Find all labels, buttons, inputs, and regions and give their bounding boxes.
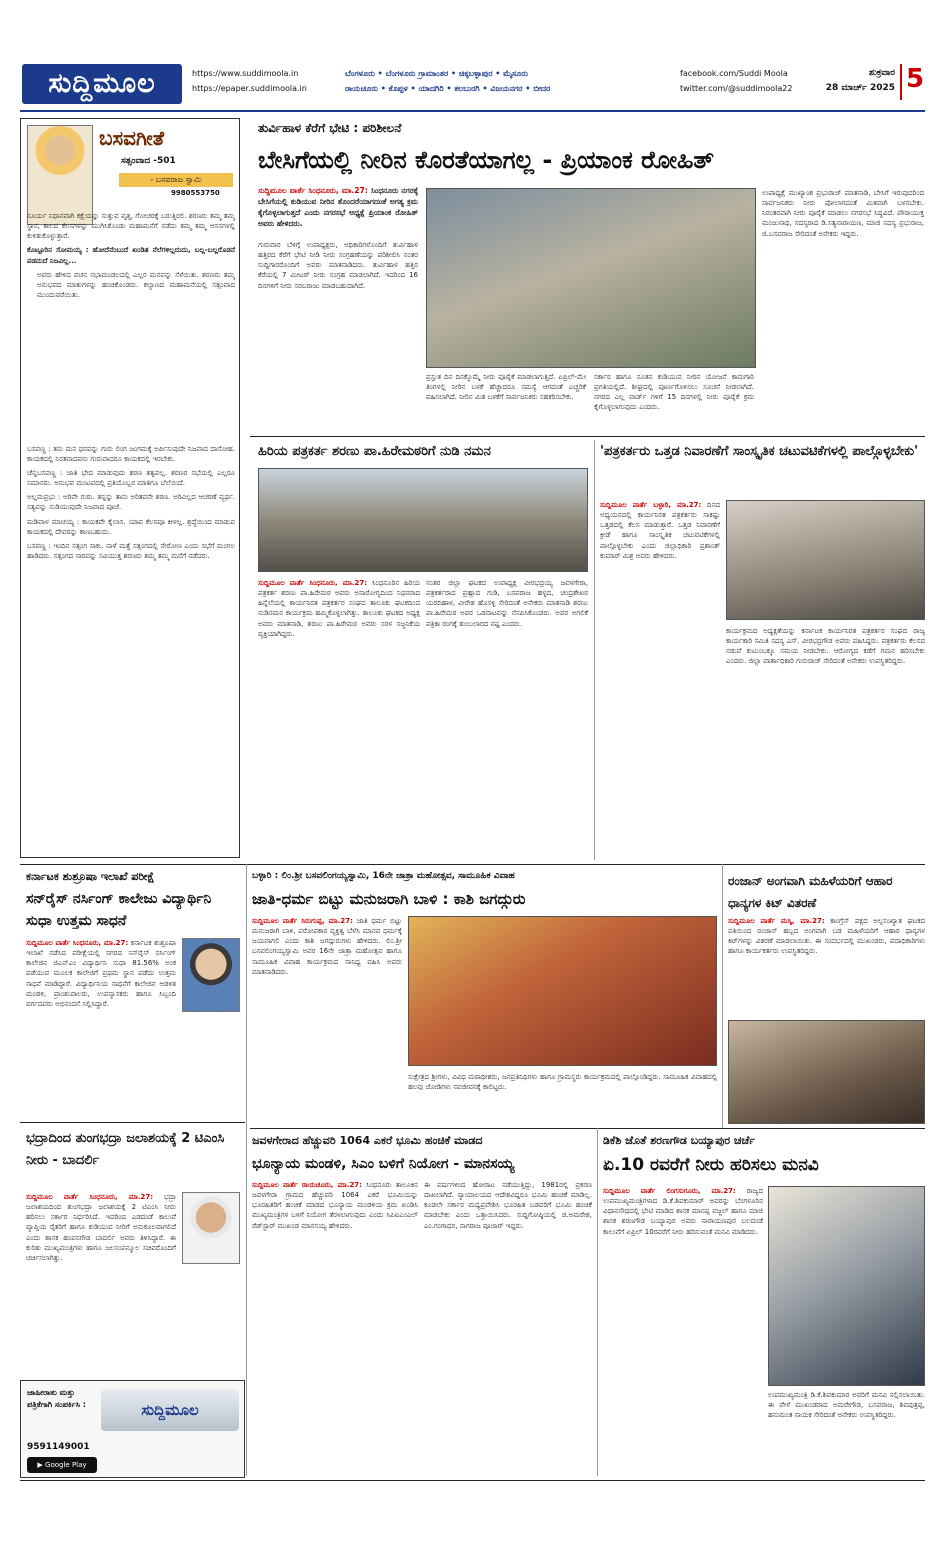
dateline: ಸುದ್ದಿಮೂಲ ವಾರ್ತೆ ರಾಯಚೂರು, ಮಾ.27: bbox=[252, 1181, 362, 1189]
store-label: Google Play bbox=[45, 1461, 87, 1469]
city: ಕಲಬುರಗಿ bbox=[454, 84, 480, 93]
play-icon: ▶ bbox=[37, 1461, 43, 1469]
paragraph: ಸೂರ್ಯ ನಿಧಾನವಾಗಿ ಕಕ್ಷೆಯನ್ನು ಸುತ್ತುವ ವೃತ್ತ, ಗೋಚರಕ್ಕೆ ಬರುತ್ತಿರಲಿ. ಶರಣರು ತಮ್ಮ ತಮ್ಮ ಸ್ಥಾನ, ಕಾಲದ ಕೆಲಸಗಳನ್ನು ಮುಗಿಸಿಕೊಂಡು ಮಹಾಮನೆಗೆ ನಡೆದು ತಮ್ಮ ತಮ್ಮ ಆಸನಗಳಲ್ಲಿ ಕುಳಿತುಕೊಳ್ಳುತ್ತಾರೆ. bbox=[27, 212, 235, 241]
social-links bbox=[680, 66, 820, 96]
phone: 9980553750 bbox=[171, 189, 220, 197]
story9-body-col2: ಉಪಮುಖ್ಯಮಂತ್ರಿ ಡಿ.ಕೆ.ಶಿವಕುಮಾರ ಅವರಿಗೆ ಮನವಿ ಸಲ್ಲಿಸಲಾಯಿತು. ಈ ವೇಳೆ ಮುಖಂಡರಾದ ಅಮರೇಗೌಡ, ಬಸವರಾಜ, ಶಿವಪುತ್ರಪ್ಪ, ಹನುಮಂತ ನಾಯಕ ಸೇರಿದಂತೆ ಅನೇಕರು ಉಪಸ್ಥಿತರಿದ್ದರು. bbox=[768, 1391, 925, 1420]
rule bbox=[20, 1122, 245, 1123]
column-body bbox=[27, 211, 235, 853]
rule bbox=[20, 1480, 925, 1481]
story3-headline: 'ಪತ್ರಕರ್ತರು ಒತ್ತಡ ನಿವಾರಣೆಗೆ ಸಾಂಸ್ಕೃತಿಕ ಚಟುವಟಿಕೆಗಳಲ್ಲಿ ಪಾಲ್ಗೊಳ್ಳಬೇಕು' bbox=[600, 444, 919, 459]
basavageete-box bbox=[20, 118, 240, 858]
story8-kicker: ಜವಳಗೇರಾದ ಹೆಚ್ಚುವರಿ 1064 ಎಕರೆ ಭೂಮಿ ಹಂಚಿಕೆ ಮಾಡದ bbox=[252, 1134, 483, 1147]
dateline: ಸುದ್ದಿಮೂಲ ವಾರ್ತೆ ಸಿಂಧನೂರು, ಮಾ.27: bbox=[258, 579, 368, 587]
city: ಬೀದರ bbox=[533, 84, 551, 93]
lake-visit-photo bbox=[426, 188, 756, 368]
story5-headline: ಜಾತಿ-ಧರ್ಮ ಬಿಟ್ಟು ಮನುಜರಾಗಿ ಬಾಳಿ : ಕಾಶಿ ಜಗದ್ಗುರು bbox=[252, 890, 526, 908]
epaper-link[interactable]: https://epaper.suddimoola.in bbox=[192, 84, 307, 93]
dateline: ಸುದ್ದಿಮೂಲ ವಾರ್ತೆ ಸಿಂಧನೂರು, ಮಾ.27: bbox=[26, 939, 129, 947]
google-play-badge[interactable] bbox=[27, 1457, 97, 1473]
lead-body-col3: ಸರ್ಕಾರ ಹಾಗೂ ನೂತನ ಕುಡಿಯುವ ನೀರಿನ ಯೋಜನೆ ಕಾಮಗಾರಿ ಪ್ರಗತಿಯಲ್ಲಿದೆ. ಶೀಘ್ರದಲ್ಲಿ ಪೂರ್ಣಗೊಳಿಸಲು ಸೂಚನೆ ನೀಡಲಾಗಿದೆ. ನಗರದ ಎಲ್ಲ ವಾರ್ಡ್ ಗಳಿಗೆ 15 ದಿನಗಳಲ್ಲಿ ನೀರು ಪೂರೈಕೆ ಕ್ರಮ ಕೈಗೊಳ್ಳಲಾಗುವುದು ಎಂದರು. bbox=[594, 373, 754, 412]
story9-headline: ಏ.10 ರವರೆಗೆ ನೀರು ಹರಿಸಲು ಮನವಿ bbox=[603, 1155, 819, 1175]
paragraph: ಅಲ್ಲಮಪ್ರಭು : ಅರಿವೇ ಗುರು. ತನ್ನನ್ನು ತಾನು ಅರಿತವನೇ ಶರಣ. ಅರಿವಿಲ್ಲದ ಆಚರಣೆ ವ್ಯರ್ಥ. ಸತ್ಯವನ್ನು ನುಡಿಯುವುದೇ ನಿಜವಾದ ಪೂಜೆ. bbox=[27, 493, 235, 512]
city: ಚಿಕ್ಕಬಳ್ಳಾಪುರ bbox=[458, 69, 493, 78]
rule bbox=[20, 864, 925, 865]
saint-illustration bbox=[27, 125, 93, 225]
date-label: 28 ಮಾರ್ಚ್ 2025 bbox=[825, 83, 895, 93]
rule bbox=[250, 1128, 925, 1129]
story8-headline: ಭೂನ್ಯಾಯ ಮಂಡಳಿ, ಸಿಎಂ ಬಳಿಗೆ ನಿಯೋಗ - ಮಾನಸಯ್ಯ bbox=[252, 1156, 515, 1172]
ad-newspaper-logo: ಸುದ್ದಿಮೂಲ bbox=[101, 1389, 239, 1431]
column-subtitle: ಸತ್ಸಂವಾದ -501 bbox=[121, 156, 176, 166]
twitter-link[interactable]: twitter.com/@suddimoola22 bbox=[680, 84, 793, 93]
body-text: ದಿನದ ಅಧ್ಯಯನದಲ್ಲಿ ಕಾರ್ಯನಿರತ ಪತ್ರಕರ್ತರು ಸಾಕಷ್ಟು ಒತ್ತಡದಲ್ಲಿ ಕೆಲಸ ಮಾಡುತ್ತಾರೆ. ಒತ್ತಡ ನಿವಾರಣೆಗೆ ಕ್ರೀಡೆ ಹಾಗೂ ಸಾಂಸ್ಕೃತಿಕ ಚಟುವಟಿಕೆಗಳಲ್ಲಿ ಪಾಲ್ಗೊಳ್ಳಬೇಕು ಎಂದು ಜಿಲ್ಲಾಧಿಕಾರಿ ಪ್ರಶಾಂತ್ ಕುಮಾರ್ ಮಿಶ್ರ ಅವರು ಹೇಳಿದರು. bbox=[600, 501, 720, 560]
story8-body-col2: ಈ ವರ್ಷಗಳಿಂದ ಹೋರಾಟ ನಡೆಯುತ್ತಿದ್ದು, 1981ರಲ್ಲಿ ಪ್ರಕರಣ ದಾಖಲಾಗಿದೆ. ನ್ಯಾಯಾಲಯದ ಆದೇಶವಿದ್ದರೂ ಭೂಮಿ ಹಂಚಿಕೆ ಮಾಡಿಲ್ಲ. ಕೂಡಲೇ ಸರ್ಕಾರ ಮಧ್ಯಪ್ರವೇಶಿಸಿ ಭೂರಹಿತ ಬಡವರಿಗೆ ಭೂಮಿ ಹಂಚಿಕೆ ಮಾಡಬೇಕು ಎಂದು ಒತ್ತಾಯಿಸಿದರು. ಸುದ್ದಿಗೋಷ್ಠಿಯಲ್ಲಿ ಜಿ.ಅಮರೇಶ, ಎಂ.ಗಂಗಾಧರ, ನಾಗರಾಜ ಪೂಜಾರ್ ಇದ್ದರು. bbox=[424, 1181, 592, 1230]
story4-kicker: ಕರ್ನಾಟಕ ಶುಶ್ರೂಷಾ ಇಲಾಖೆ ಪರೀಕ್ಷೆ bbox=[26, 870, 155, 883]
mla-portrait bbox=[182, 1192, 240, 1264]
tribute-photo bbox=[258, 468, 588, 572]
lead-body-col1: ಗುರುವಾರ ಬೆಳಿಗ್ಗೆ ಉಪಾಧ್ಯಕ್ಷರು, ಅಧಿಕಾರಿಗಳೊಂದಿಗೆ ತುರ್ವಿಹಾಳ ಹತ್ತಿರದ ಕೆರೆಗೆ ಭೇಟಿ ನೀಡಿ ನೀರು ಸಂಗ್ರಹಣೆಯನ್ನು ಪರಿಶೀಲಿಸಿ ನಂತರ ಸುದ್ದಿಗಾರರೊಂದಿಗೆ ಅವರು ಮಾತನಾಡಿದರು. ತುರ್ವಿಹಾಳ ಹತ್ತಿರ ಕೆರೆಯಲ್ಲಿ 7 ಮೀಟರ್ ನೀರು ಸಂಗ್ರಹ ಮಾಡಲಾಗಿದೆ. ಇದರಿಂದ 16 ದಿನಗಳಿಗೆ ನೀರು ಸರಬರಾಜು ಮಾಡಬಹುದಾಗಿದೆ. bbox=[258, 241, 418, 290]
story8-body-col1 bbox=[252, 1180, 418, 1476]
lead-lede bbox=[258, 186, 418, 238]
city: ಬೆಂಗಳೂರು ಗ್ರಾಮಾಂತರ bbox=[385, 69, 449, 78]
city: ಬೆಂಗಳೂರು bbox=[345, 69, 375, 78]
body-text: ಜಾತಿ ಧರ್ಮ ಬಿಟ್ಟು ಮನುಜರಾಗಿ ಬಾಳಿ, ಪರೋಪಕಾರ ವ್ಯಕ್ತಿತ್ವ ಬೆಳೆಸಿ ಮಾನವ ಧರ್ಮಕ್ಕೆ ಜಯವಾಗಲಿ ಎಂದು ಕಾಶಿ ಜಗದ್ಗುರುಗಳು ಹೇಳಿದರು. ಲಿಂ.ಶ್ರೀ ಬಸವಲಿಂಗಯ್ಯಸ್ವಾಮಿ ಅವರ 16ನೇ ಜಾತ್ರಾ ಮಹೋತ್ಸವ ಹಾಗೂ ಸಾಮೂಹಿಕ ವಿವಾಹ ಕಾರ್ಯಕ್ರಮದ ಸಾನಿಧ್ಯ ವಹಿಸಿ ಅವರು ಮಾತನಾಡಿದರು. bbox=[252, 917, 402, 976]
city-list: ಬೆಂಗಳೂರು • ಬೆಂಗಳೂರು ಗ್ರಾಮಾಂತರ • ಚಿಕ್ಕಬಳ್ಳಾಪುರ • ಮೈಸೂರು ರಾಯಚೂರು • ಕೊಪ್ಪಳ • ಯಾದಗಿರಿ • ಕಲಬುರಗಿ • ವಿಜಯನಗರ • ಬೀದರ bbox=[345, 69, 551, 93]
story9-kicker: ಡಿಕೆಶಿ ಜೊತೆ ಶರಣಗೌಡ ಬಯ್ಯಾಪುರ ಚರ್ಚೆ bbox=[603, 1134, 756, 1147]
byline: - ಬಸವರಾಜ ಸ್ವಾಮಿ bbox=[119, 173, 233, 187]
city: ರಾಯಚೂರು bbox=[345, 84, 378, 93]
story6-body bbox=[728, 916, 925, 1016]
story2-headline: ಹಿರಿಯ ಪತ್ರಕರ್ತ ಶರಣು ಪಾ.ಹಿರೇಮಠರಿಗೆ ನುಡಿ ನಮನ bbox=[258, 444, 491, 459]
story2-body-col1 bbox=[258, 578, 420, 858]
story3-body-col2: ಕಾರ್ಯಕ್ರಮದ ಅಧ್ಯಕ್ಷತೆಯನ್ನು ಕರ್ನಾಟಕ ಕಾರ್ಯನಿರತ ಪತ್ರಕರ್ತರ ಸಂಘದ ರಾಜ್ಯ ಕಾರ್ಯಕಾರಿ ಸಮಿತಿ ಸದಸ್ಯ ಎಸ್. ವೀರಭದ್ರಗೌಡ ಅವರು ವಹಿಸಿದ್ದರು. ಪತ್ರಕರ್ತರು ಕೆಲಸದ ನಡುವೆ ಕುಟುಂಬಕ್ಕೂ ಸಮಯ ನೀಡಬೇಕು. ಆರೋಗ್ಯದ ಕಡೆಗೆ ಗಮನ ಹರಿಸಬೇಕು ಎಂದರು. ಜಿಲ್ಲಾ ವಾರ್ತಾಧಿಕಾರಿ ಗುರುರಾಜ್ ಸೇರಿದಂತೆ ಅನೇಕರು ಉಪಸ್ಥಿತರಿದ್ದರು. bbox=[726, 627, 925, 666]
paragraph: ಚೆನ್ನಬಸವಣ್ಣ : ಜಾತಿ ಭೇದ ಮಾಡುವುದು ಶರಣ ತತ್ವವಲ್ಲ. ಶರಣರ ಸಭೆಯಲ್ಲಿ ಎಲ್ಲರೂ ಸಮಾನರು. ಅನುಭವ ಮಂಟಪದಲ್ಲಿ ಪ್ರತಿಯೊಬ್ಬರ ಮಾತಿಗೂ ಬೆಲೆಯಿದೆ. bbox=[27, 468, 235, 488]
city: ವಿಜಯನಗರ bbox=[490, 84, 523, 93]
story9-body-col1 bbox=[603, 1186, 763, 1476]
body-text: ಸಿಂಧನೂರಿನ ಹಿರಿಯ ಪತ್ರಕರ್ತ ಶರಣು ಪಾ.ಹಿರೇಮಠ ಅವರು ಅನಾರೋಗ್ಯದಿಂದ ನಿಧನರಾದ ಹಿನ್ನೆಲೆಯಲ್ಲಿ ಕಾರ್ಯನಿರತ ಪತ್ರಕರ್ತರ ಸಂಘದ ತಾಲೂಕು ಘಟಕದಿಂದ ನುಡಿನಮನ ಕಾರ್ಯಕ್ರಮ ಹಮ್ಮಿಕೊಳ್ಳಲಾಗಿತ್ತು. ತಾಲೂಕು ಘಟಕದ ಅಧ್ಯಕ್ಷ ಅವರು ಮಾತನಾಡಿ, ಶರಣು ಪಾ.ಹಿರೇಮಠ ಅವರು ಸರಳ ಸಜ್ಜನಿಕೆಯ ವ್ಯಕ್ತಿಯಾಗಿದ್ದರು. bbox=[258, 579, 420, 638]
dk-meeting-photo bbox=[768, 1186, 925, 1386]
column-rule bbox=[246, 864, 247, 1476]
jatra-photo bbox=[408, 916, 717, 1066]
body-text: ಭದ್ರಾ ಜಲಾಶಯದಿಂದ ತುಂಗಭದ್ರಾ ಜಲಾಶಯಕ್ಕೆ 2 ಟಿಎಂಸಿ ನೀರು ಹರಿಸಲು ಸರ್ಕಾರ ನಿರ್ಧರಿಸಿದೆ. ಇದರಿಂದ ಎಡದಂಡೆ ಕಾಲುವೆ ವ್ಯಾಪ್ತಿಯ ರೈತರಿಗೆ ಹಾಗೂ ಕುಡಿಯುವ ನೀರಿಗೆ ಅನುಕೂಲವಾಗಲಿದೆ ಎಂದು ಶಾಸಕ ಹಂಪನಗೌಡ ಬಾದರ್ಲಿ ಅವರು ತಿಳಿಸಿದ್ದಾರೆ. ಈ ಕುರಿತು ಮುಖ್ಯಮಂತ್ರಿಗಳು ಹಾಗೂ ಜಲಸಂಪನ್ಮೂಲ ಸಚಿವರೊಂದಿಗೆ ಚರ್ಚಿಸಲಾಗಿತ್ತು. bbox=[26, 1193, 176, 1262]
story6-headline: ರಂಜಾನ್ ಅಂಗವಾಗಿ ಮಹಿಳೆಯರಿಗೆ ಆಹಾರ ಧಾನ್ಯಗಳ ಕಿಟ್ ವಿತರಣೆ bbox=[728, 874, 893, 910]
student-portrait bbox=[182, 938, 240, 1012]
dateline: ಸುದ್ದಿಮೂಲ ವಾರ್ತೆ ಸಿಂಧನೂರು, ಮಾ.27: bbox=[26, 1193, 154, 1201]
lead-body-col2: ಪ್ರಸ್ತುತ ದಿನ ದಿನಕ್ಕೊಮ್ಮೆ ನೀರು ಪೂರೈಕೆ ಮಾಡಲಾಗುತ್ತಿದೆ. ಏಪ್ರಿಲ್-ಮೇ ತಿಂಗಳಲ್ಲಿ ನೀರಿನ ಬಳಕೆ ಹೆಚ್ಚಾದರೂ ಸಮಸ್ಯೆ ಆಗದಂತೆ ಎಚ್ಚರಿಕೆ ವಹಿಸಲಾಗಿದೆ. ನೀರಿನ ಮಿತ ಬಳಕೆಗೆ ಸಾರ್ವಜನಿಕರು ಸಹಕರಿಸಬೇಕು. bbox=[426, 373, 586, 402]
body-text: ಕರ್ನಾಟಕ ಶುಶ್ರೂಷಾ ಇಲಾಖೆ ನಡೆಸಿದ ಪರೀಕ್ಷೆಯಲ್ಲಿ ನಗರದ ಸನ್‌ರೈಸ್ ನರ್ಸಿಂಗ್ ಕಾಲೇಜಿನ ಜಿಎನ್‌ಎಂ ವಿದ್ಯಾರ್ಥಿನಿ ಸುಧಾ 81.56% ಅಂಕ ಪಡೆಯುವ ಮೂಲಕ ಕಾಲೇಜಿಗೆ ಪ್ರಥಮ ಸ್ಥಾನ ಪಡೆದು ಉತ್ತಮ ಸಾಧನೆ ಮಾಡಿದ್ದಾರೆ. ವಿದ್ಯಾರ್ಥಿನಿಯ ಸಾಧನೆಗೆ ಕಾಲೇಜಿನ ಆಡಳಿತ ಮಂಡಳಿ, ಪ್ರಾಂಶುಪಾಲರು, ಉಪನ್ಯಾಸಕರು ಹಾಗೂ ಸಿಬ್ಬಂದಿ ವರ್ಗದವರು ಅಭಿನಂದನೆ ಸಲ್ಲಿಸಿದ್ದಾರೆ. bbox=[26, 939, 176, 1008]
rule bbox=[250, 436, 925, 437]
story4-headline: ಸನ್‌ರೈಸ್ ನರ್ಸಿಂಗ್ ಕಾಲೇಜು ವಿದ್ಯಾರ್ಥಿನಿ ಸುಧಾ ಉತ್ತಮ ಸಾಧನೆ bbox=[26, 891, 212, 929]
facebook-link[interactable]: facebook.com/Suddi Moola bbox=[680, 69, 788, 78]
paragraph: ಮಡಿವಾಳ ಮಾಚಯ್ಯ : ಕಾಯಕವೇ ಕೈಲಾಸ. ಯಾವ ಕೆಲಸವೂ ಕೀಳಲ್ಲ. ಶ್ರದ್ಧೆಯಿಂದ ಮಾಡುವ ಕಾಯಕದಲ್ಲಿ ದೇವರನ್ನು ಕಾಣಬಹುದು. bbox=[27, 517, 235, 536]
lead-body-col4: ಉಪಾಧ್ಯಕ್ಷೆ ಮುಖ್ಯಾಂಶ ಪ್ರಭುರಾಜ್ ಮಾತನಾಡಿ, ಬೇಸಿಗೆ ಇರುವುದರಿಂದ ಸಾರ್ವಜನಿಕರು ನೀರು ಪೋಲಾಗದಂತೆ ಮಿತವಾಗಿ ಬಳಸಬೇಕು. ನಿರಂತರವಾಗಿ ನೀರು ಪೂರೈಕೆ ಮಾಡಲು ನಗರಸಭೆ ಸಿದ್ಧವಿದೆ. ಪೌರಾಯುಕ್ತ ಮಂಜುನಾಥ, ಸದಸ್ಯರಾದ ಡಿ.ಸತ್ಯನಾರಾಯಣ, ಮಾಜಿ ಸದಸ್ಯ ಪ್ರಭುರಾಜ, ಜಿ.ಬಸವರಾಜ ಸೇರಿದಂತೆ ಅನೇಕರು ಇದ್ದರು. bbox=[762, 189, 924, 238]
divider bbox=[900, 64, 902, 100]
rule bbox=[20, 110, 925, 112]
page-number: 5 bbox=[906, 64, 925, 94]
ad-phone: 9591149001 bbox=[27, 1442, 90, 1452]
paragraph: ಬಸವಣ್ಣ : ಇಂದಿನ ಸತ್ಸಂಗ ಸಾಕು. ನಾಳೆ ಮತ್ತೆ ಸತ್ಸಂಗದಲ್ಲಿ ಸೇರೋಣ ಎಂದು ಸಭೆಗೆ ಮಂಗಲ ಹಾಡಿದರು. ಸತ್ಸಂಗದ ಸಾರವನ್ನು ಸವಿಯುತ್ತ ಶರಣರು ತಮ್ಮ ತಮ್ಮ ಮನೆಗೆ ನಡೆದರು. bbox=[27, 541, 235, 560]
dateline: ಸುದ್ದಿಮೂಲ ವಾರ್ತೆ ಮಸ್ಕಿ, ಮಾ.27: bbox=[728, 917, 825, 925]
dateline-block bbox=[820, 66, 895, 96]
lead-kicker: ತುರ್ವಿಹಾಳ ಕೆರೆಗೆ ಭೇಟಿ : ಪರಿಶೀಲನೆ bbox=[258, 121, 402, 135]
masthead-urls bbox=[192, 66, 342, 96]
column-rule bbox=[597, 1128, 598, 1476]
dateline: ಸುದ್ದಿಮೂಲ ವಾರ್ತೆ ಸಿಂಧನೂರು, ಮಾ.27: bbox=[258, 186, 368, 195]
paragraph: ಕೊಟ್ಟೂರಿನ ಸೋಮಯ್ಯ : ಹೋದೆನೆಂಬುದೆ ಖಂಡಿತ ನೆಲೆಗಳಿಲ್ಲದುದು, ಬಲ್ಲ-ಬಲ್ಲರೊಡನೆ ಪಡದುದೆ ನಿಜವಿಲ್ಲ... bbox=[27, 246, 235, 265]
story7-body bbox=[26, 1192, 176, 1372]
vachana-block: ಅವರು ಹೇಳಿದ ವಚನ ಸಭಾಮಂಡಲದಲ್ಲಿ ಎಲ್ಲರ ಮನವನ್ನು ಸೆಳೆಯಿತು. ಶರಣರು ತಮ್ಮ ಅನುಭವದ ಮಾತುಗಳನ್ನು ಹಂಚಿಕೊಂಡರು. ಕಲ್ಯಾಣದ ಮಹಾಮನೆಯಲ್ಲಿ ಸತ್ಸಂವಾದ ಮುಂದುವರೆಯಿತು. bbox=[27, 270, 235, 440]
dateline: ಸುದ್ದಿಮೂಲ ವಾರ್ತೆ ಸಿರುಗುಪ್ಪ, ಮಾ.27: bbox=[252, 917, 353, 925]
ad-label: ಜಾಹೀರಾತು ಮತ್ತು ಪತ್ರಿಕೆಗಾಗಿ ಸಂಪರ್ಕಿಸಿ : bbox=[27, 1388, 86, 1409]
body-text: ಕಾಂಗ್ರೆಸ್ ಪಕ್ಷದ ಅಲ್ಪಸಂಖ್ಯಾತ ಘಟಕದ ವತಿಯಿಂದ ರಂಜಾನ್ ಹಬ್ಬದ ಅಂಗವಾಗಿ ಬಡ ಮಹಿಳೆಯರಿಗೆ ಆಹಾರ ಧಾನ್ಯಗಳ ಕಿಟ್‌ಗಳನ್ನು ವಿತರಣೆ ಮಾಡಲಾಯಿತು. ಈ ಸಂದರ್ಭದಲ್ಲಿ ಮುಖಂಡರು, ಪದಾಧಿಕಾರಿಗಳು ಹಾಗೂ ಕಾರ್ಯಕರ್ತರು ಉಪಸ್ಥಿತರಿದ್ದರು. bbox=[728, 917, 925, 956]
story7-headline: ಭದ್ರಾದಿಂದ ತುಂಗಭದ್ರಾ ಜಲಾಶಯಕ್ಕೆ 2 ಟಿಎಂಸಿ ನೀರು - ಬಾದರ್ಲಿ bbox=[26, 1131, 225, 1168]
story4-body bbox=[26, 938, 176, 1118]
paragraph: ಬಸವಣ್ಣ : ತನು ಮನ ಧನವನ್ನು ಗುರು ಲಿಂಗ ಜಂಗಮಕ್ಕೆ ಅರ್ಪಿಸುವುದೇ ನಿಜವಾದ ದಾಸೋಹ. ಕಾಯಕದಲ್ಲಿ ನಿರತನಾದವನು ಗುರುವಾದರೂ ಕಾಯಕದಲ್ಲಿ ಇರಬೇಕು. bbox=[27, 444, 235, 463]
body-text: ರಾಜ್ಯದ ಉಪಮುಖ್ಯಮಂತ್ರಿಗಳಾದ ಡಿ.ಕೆ.ಶಿವಕುಮಾರ್ ಅವರನ್ನು ಬೆಂಗಳೂರಿನ ವಿಧಾನಸೌಧದಲ್ಲಿ ಭೇಟಿ ಮಾಡಿದ ಶಾಸಕ ಮಾನಪ್ಪ ವಜ್ಜಲ್ ಹಾಗೂ ಮಾಜಿ ಶಾಸಕ ಶರಣಗೌಡ ಬಯ್ಯಾಪುರ ಅವರು ನಾರಾಯಣಪುರ ಬಲದಂಡೆ ಕಾಲುವೆಗೆ ಏಪ್ರಿಲ್ 10ರವರೆಗೆ ನೀರು ಹರಿಸುವಂತೆ ಮನವಿ ಮಾಡಿದರು. bbox=[603, 1187, 763, 1236]
ration-kit-photo bbox=[728, 1020, 925, 1124]
body-text: ಸಿಂಧನೂರು ತಾಲೂಕಿನ ಜವಳಗೇರಾ ಗ್ರಾಮದ ಹೆಚ್ಚುವರಿ 1064 ಎಕರೆ ಭೂಮಿಯನ್ನು ಭೂರಹಿತರಿಗೆ ಹಂಚಿಕೆ ಮಾಡದ ಭೂನ್ಯಾಯ ಮಂಡಳಿಯ ಕ್ರಮ ಖಂಡಿಸಿ ಮುಖ್ಯಮಂತ್ರಿಗಳ ಬಳಿಗೆ ನಿಯೋಗ ತೆರಳಲಾಗುವುದು ಎಂದು ಸಿಪಿಐಎಂಎಲ್ ರೆಡ್‌ಸ್ಟಾರ್ ಮುಖಂಡ ಮಾನಸಯ್ಯ ಹೇಳಿದರು. bbox=[252, 1181, 418, 1230]
day-label: ಶುಕ್ರವಾರ bbox=[869, 68, 895, 78]
story5-body-col1 bbox=[252, 916, 402, 1126]
website-link[interactable]: https://www.suddimoola.in bbox=[192, 69, 299, 78]
lead-headline: ಬೇಸಿಗೆಯಲ್ಲಿ ನೀರಿನ ಕೊರತೆಯಾಗಲ್ಲ - ಪ್ರಿಯಾಂಕ ರೋಹಿತ್ bbox=[258, 146, 714, 174]
story5-body-col2: ಸುಕ್ಷೇತ್ರದ ಶ್ರೀಗಳು, ವಿವಿಧ ಮಠಾಧೀಶರು, ಜನಪ್ರತಿನಿಧಿಗಳು ಹಾಗೂ ಗ್ರಾಮಸ್ಥರು ಕಾರ್ಯಕ್ರಮದಲ್ಲಿ ಪಾಲ್ಗೊಂಡಿದ್ದರು. ಸಾಮೂಹಿಕ ವಿವಾಹದಲ್ಲಿ ಹಲವು ಜೋಡಿಗಳು ನವಜೀವನಕ್ಕೆ ಕಾಲಿಟ್ಟರು. bbox=[408, 1073, 717, 1092]
story2-body-col2: ನಂತರ ಜಿಲ್ಲಾ ಘಟಕದ ಉಪಾಧ್ಯಕ್ಷ ವೀರಭದ್ರಯ್ಯ ಜವಳಗೇರಾ, ಪತ್ರಕರ್ತರಾದ ಪ್ರಹ್ಲಾದ ಗುಡಿ, ಬಸವರಾಜ ಹಳ್ಳದ, ಚಂದ್ರಶೇಖರ ಯರದಿಹಾಳ, ವೀರೇಶ ಹೊಸಳ್ಳಿ ಸೇರಿದಂತೆ ಅನೇಕರು ಮಾತನಾಡಿ ಶರಣು ಪಾ.ಹಿರೇಮಠ ಅವರ ಒಡನಾಟವನ್ನು ನೆನಪಿಸಿಕೊಂಡರು. ಅವರ ಅಗಲಿಕೆ ಪತ್ರಿಕಾ ರಂಗಕ್ಕೆ ತುಂಬಲಾರದ ನಷ್ಟ ಎಂದರು. bbox=[426, 579, 588, 628]
column-rule bbox=[594, 440, 595, 860]
story5-kicker: ಬಳ್ಳಾರಿ : ಲಿಂ.ಶ್ರೀ ಬಸವಲಿಂಗಯ್ಯಸ್ವಾಮಿ, 16ನೇ ಜಾತ್ರಾ ಮಹೋತ್ಸವ, ಸಾಮೂಹಿಕ ವಿವಾಹ bbox=[252, 871, 515, 881]
lede-text: ಸಿಂಧನೂರು ನಗರಕ್ಕೆ ಬೇಸಿಗೆಯಲ್ಲಿ ಕುಡಿಯುವ ನೀರಿನ ತೊಂದರೆಯಾಗದಂತೆ ಅಗತ್ಯ ಕ್ರಮ ಕೈಗೊಳ್ಳಲಾಗುತ್ತದೆ ಎಂದು ನಗರಸಭೆ ಅಧ್ಯಕ್ಷೆ ಪ್ರಿಯಾಂಕ ರೋಹಿತ್ ಅವರು ಹೇಳಿದರು. bbox=[258, 186, 418, 228]
dateline: ಸುದ್ದಿಮೂಲ ವಾರ್ತೆ ಬಳ್ಳಾರಿ, ಮಾ.27: bbox=[600, 501, 702, 509]
masthead-logo: ಸುದ್ದಿಮೂಲ bbox=[22, 64, 182, 104]
column-title: ಬಸವಗೀತೆ bbox=[99, 126, 165, 150]
city: ಮೈಸೂರು bbox=[503, 69, 529, 78]
story3-body-col1 bbox=[600, 500, 720, 858]
dateline: ಸುದ್ದಿಮೂಲ ವಾರ್ತೆ ಲಿಂಗಸುಗೂರು, ಮಾ.27: bbox=[603, 1187, 736, 1195]
city: ಕೊಪ್ಪಳ bbox=[388, 84, 408, 93]
column-rule bbox=[722, 864, 723, 1128]
press-event-photo bbox=[726, 500, 925, 620]
subscription-ad[interactable] bbox=[20, 1380, 245, 1478]
city: ಯಾದಗಿರಿ bbox=[418, 84, 444, 93]
